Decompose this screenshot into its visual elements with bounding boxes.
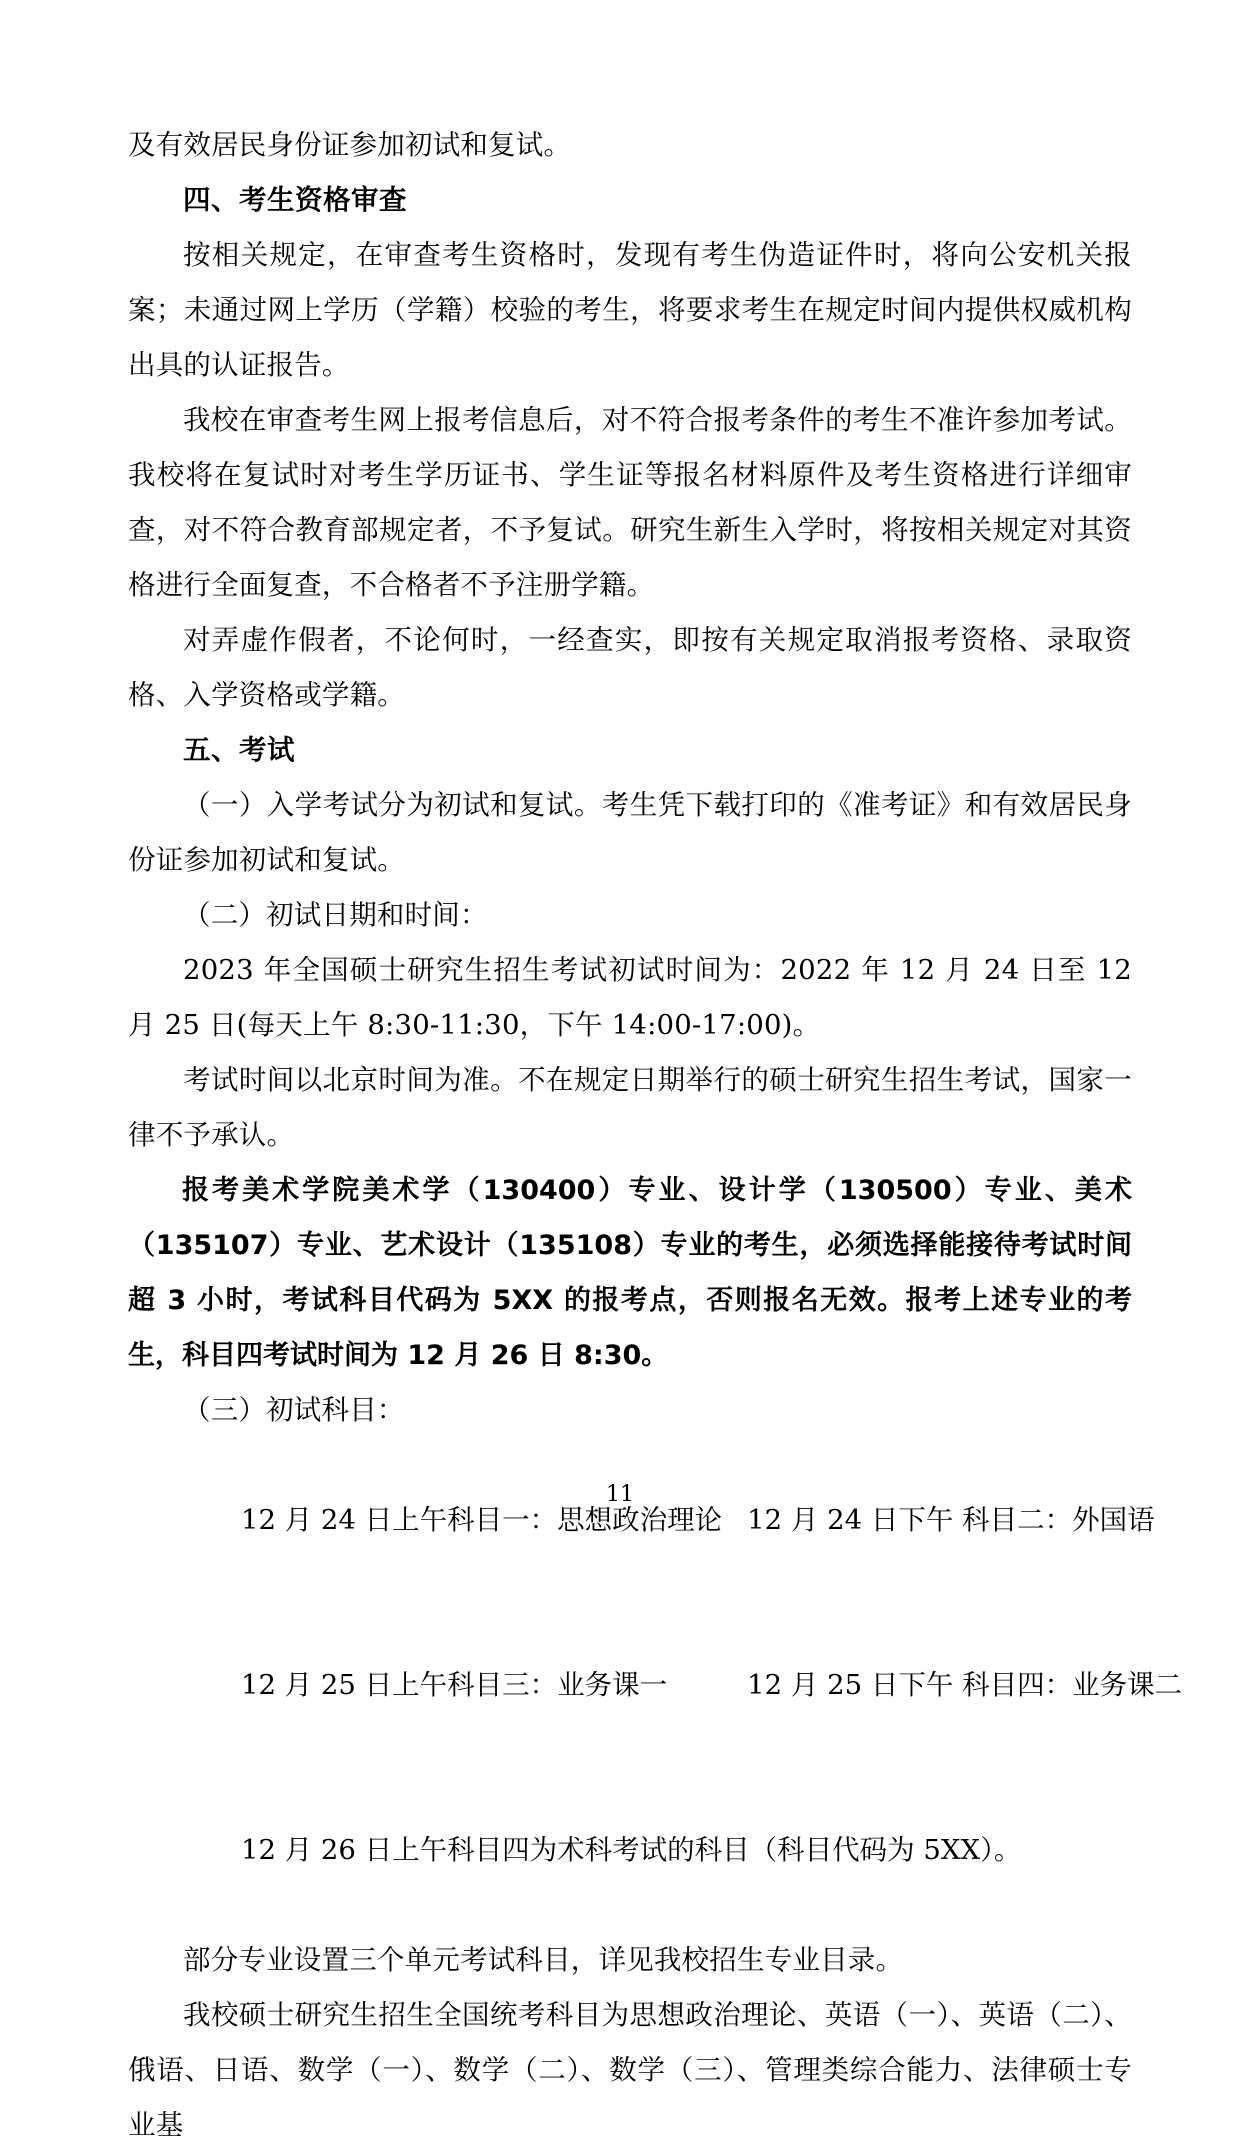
paragraph-exam-datetime: 2023 年全国硕士研究生招生考试初试时间为：2022 年 12 月 24 日至 12 月 25 日(每天上午 8:30-11:30，下午 14:00-17:00)。 xyxy=(128,954,1132,1041)
page-number: 11 xyxy=(606,1482,634,1507)
section-heading-four: 四、考生资格审查 xyxy=(183,184,407,216)
paragraph-beijing-time-notice: 考试时间以北京时间为准。不在规定日期举行的硕士研究生招生考试，国家一律不予承认。 xyxy=(128,1064,1132,1151)
section-heading-five: 五、考试 xyxy=(183,734,295,766)
schedule-date-morning: 12 月 25 日上午 xyxy=(240,1669,448,1701)
paragraph-qualification-review-2: 我校在审查考生网上报考信息后，对不符合报考条件的考生不准许参加考试。我校将在复试时对考生学历证书、学生证等报名材料原件及考生资格进行详细审查，对不符合教育部规定者，不予复试。研究生新生入学时，将按相关规定对其资格进行全面复查，不合格者不予注册学籍。 xyxy=(128,404,1132,601)
schedule-date-morning: 12 月 24 日上午 xyxy=(240,1504,448,1536)
schedule-date-afternoon: 12 月 25 日下午 xyxy=(747,1669,954,1701)
paragraph-exam-subjects-label: （三）初试科目： xyxy=(183,1394,405,1426)
page-content xyxy=(128,118,1183,2153)
schedule-note: 科目四为术科考试的科目（科目代码为 5XX）。 xyxy=(447,1834,1022,1866)
schedule-subject-morning: 科目三：业务课一 xyxy=(447,1669,668,1701)
exam-schedule-row-last xyxy=(128,1768,1132,1933)
schedule-date-afternoon: 12 月 24 日下午 xyxy=(747,1504,954,1536)
continued-paragraph: 及有效居民身份证参加初试和复试。 xyxy=(128,129,572,161)
paragraph-exam-item-two: （二）初试日期和时间： xyxy=(183,899,488,931)
paragraph-three-units: 部分专业设置三个单元考试科目，详见我校招生专业目录。 xyxy=(183,1944,904,1976)
schedule-subject-afternoon: 科目四：业务课二 xyxy=(962,1669,1183,1701)
paragraph-exam-item-one: （一）入学考试分为初试和复试。考生凭下载打印的《准考证》和有效居民身份证参加初试和复试。 xyxy=(128,789,1132,876)
schedule-subject-afternoon: 科目二：外国语 xyxy=(962,1504,1155,1536)
exam-schedule-row xyxy=(128,1603,1183,1768)
paragraph-qualification-review-1: 按相关规定，在审查考生资格时，发现有考生伪造证件时，将向公安机关报案；未通过网上学历（学籍）校验的考生，将要求考生在规定时间内提供权威机构出具的认证报告。 xyxy=(128,239,1132,381)
paragraph-fine-arts-notice: 报考美术学院美术学（130400）专业、设计学（130500）专业、美术（135107）专业、艺术设计（135108）专业的考生，必须选择能接待考试时间超 3 小时，考试科目代码为 5XX 的报考点，否则报名无效。报考上述专业的考生，科目四考试时间为 12 月 26 日 8:30。 xyxy=(128,1175,1132,1371)
paragraph-national-subjects: 我校硕士研究生招生全国统考科目为思想政治理论、英语（一）、英语（二）、俄语、日语、数学（一）、数学（二）、数学（三）、管理类综合能力、法律硕士专业基 xyxy=(128,1999,1132,2141)
exam-schedule-row xyxy=(128,1438,1155,1603)
schedule-date-morning: 12 月 26 日上午 xyxy=(240,1834,448,1866)
paragraph-qualification-review-3: 对弄虚作假者，不论何时，一经查实，即按有关规定取消报考资格、录取资格、入学资格或学籍。 xyxy=(128,624,1132,711)
schedule-subject-morning: 科目一：思想政治理论 xyxy=(447,1504,723,1536)
